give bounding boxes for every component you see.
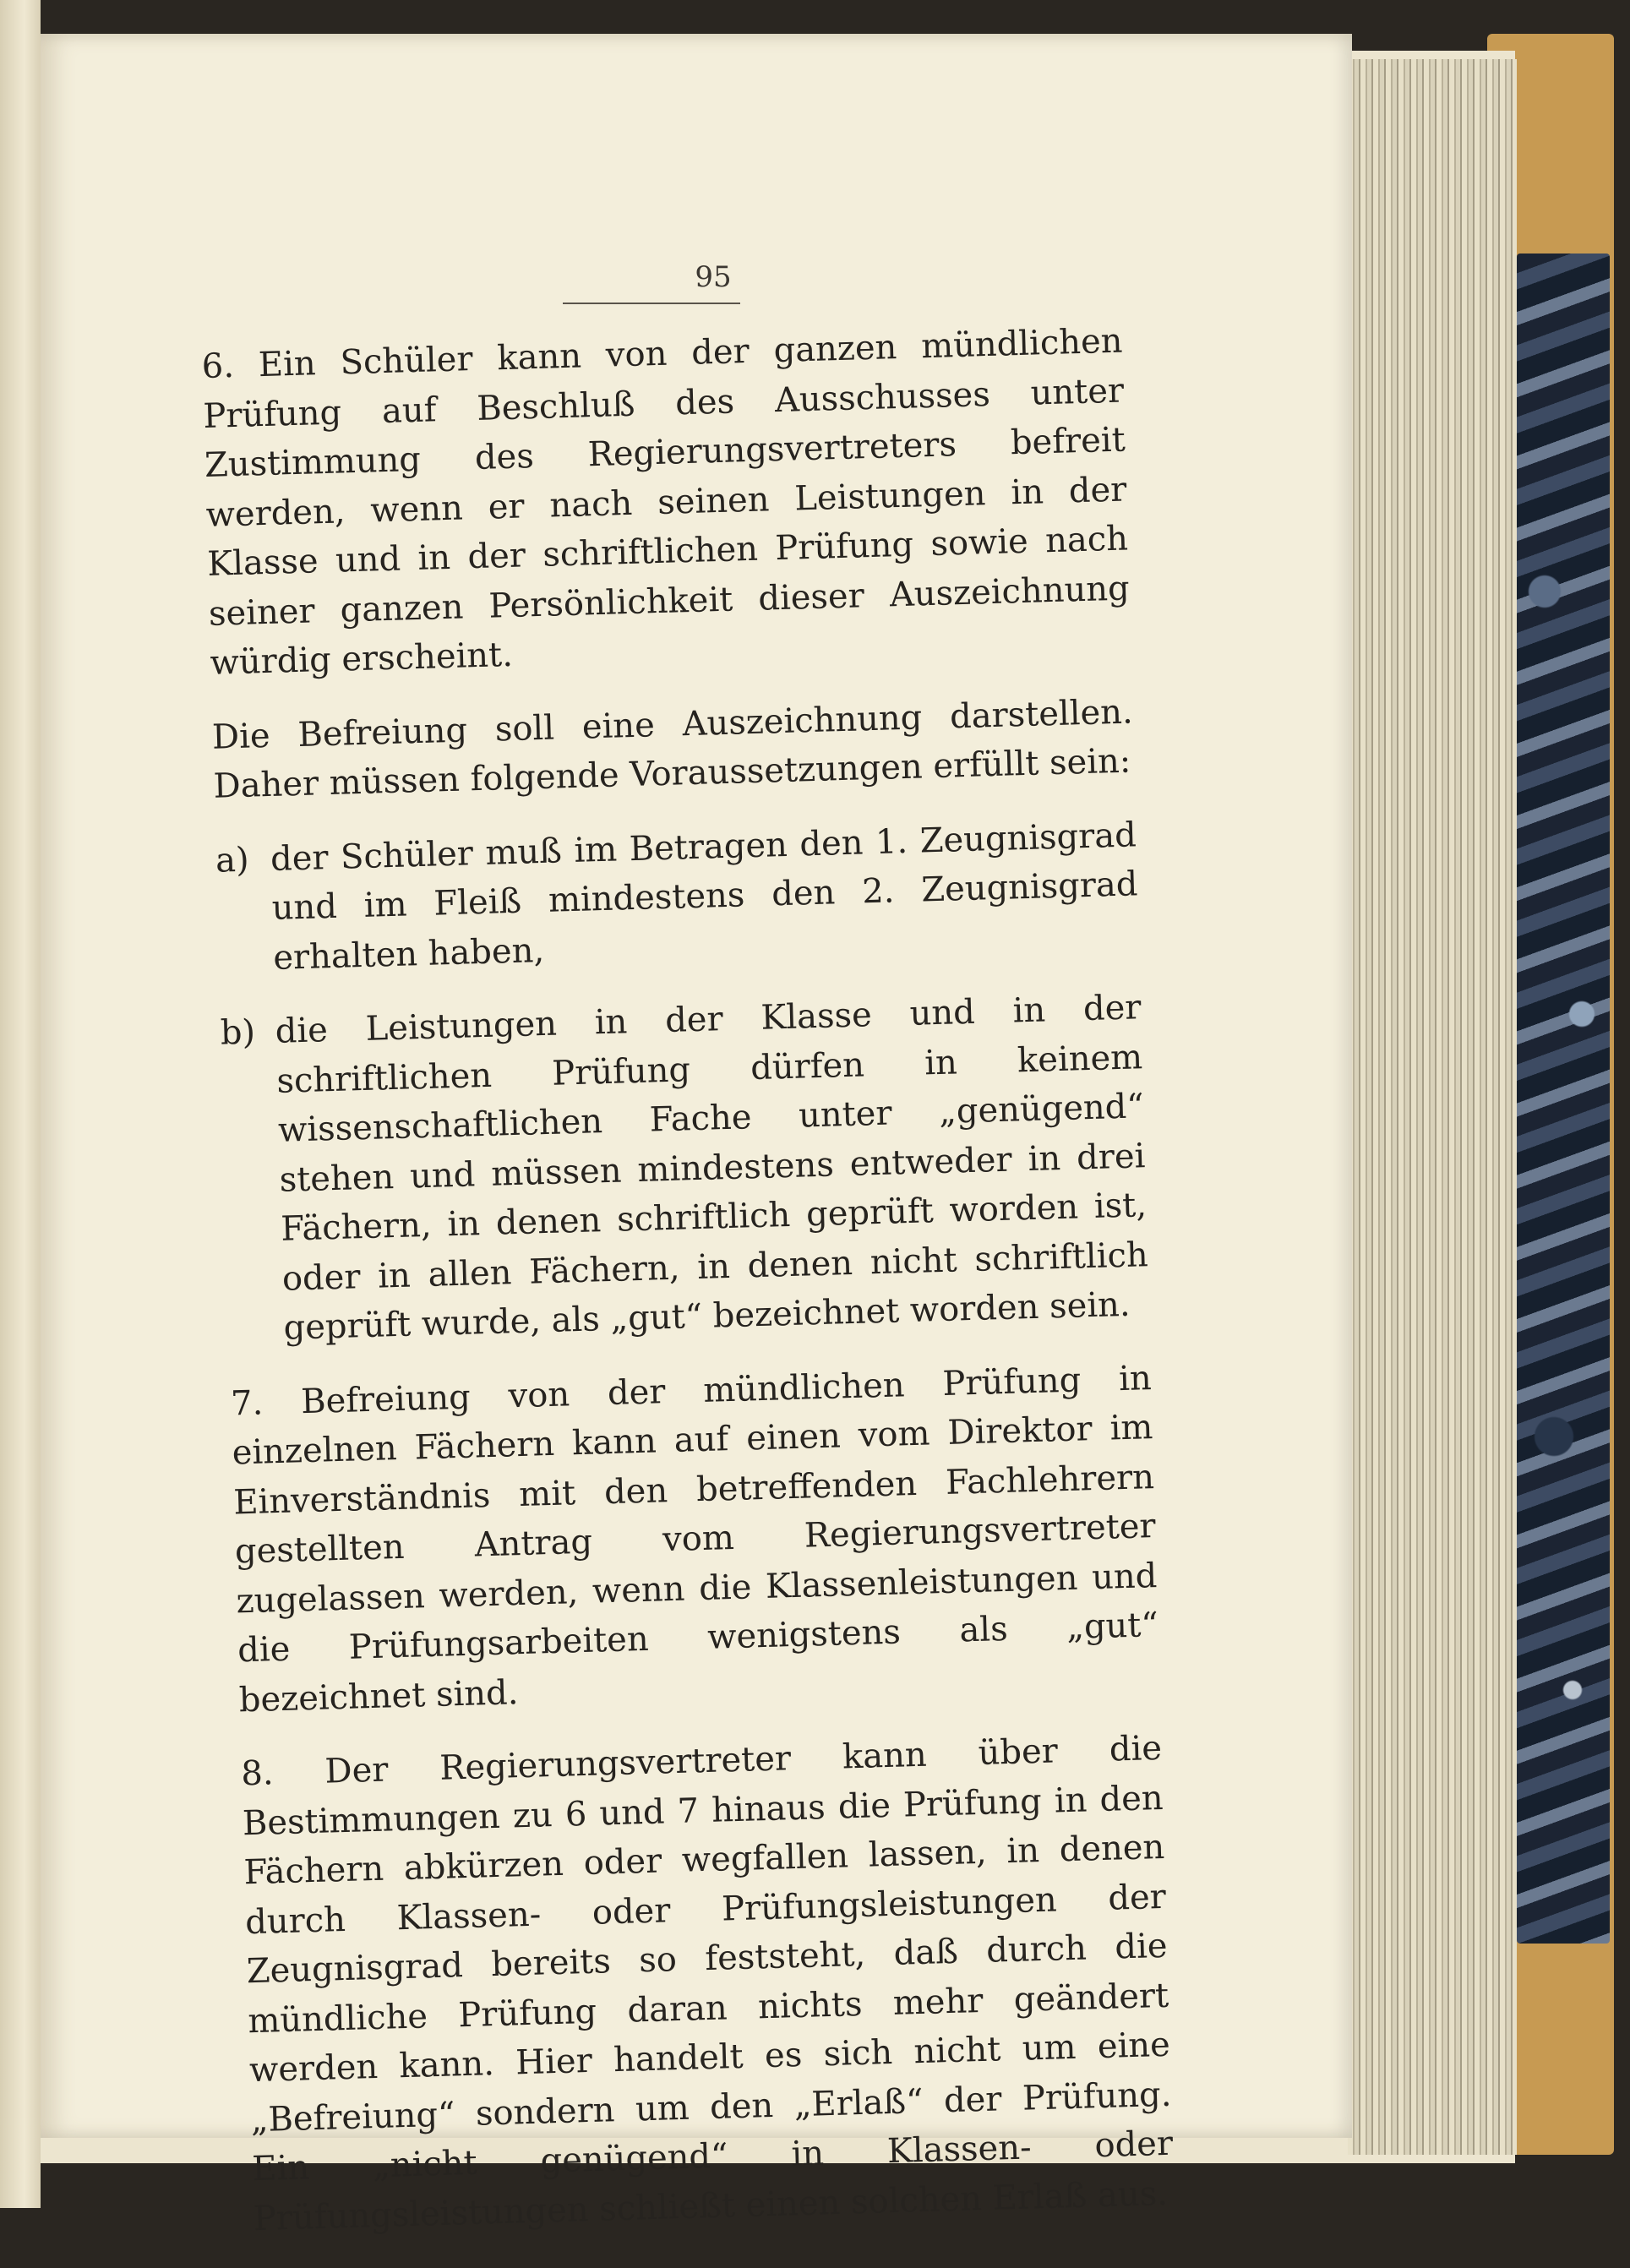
- page-stack-edges: [1348, 59, 1517, 2155]
- paragraph-6: 6. Ein Schüler kann von der ganzen mündlichen Prüfung auf Beschluß des Ausschusses unter Zustimmung des Regierungsvertreters befreit werden, wenn er nach seinen Leistungen in der Klasse und in der schriftlichen Prüfung sowie nach seiner ganzen Persönlichkeit dieser Auszeichnung würdig erscheint.: [201, 321, 1131, 683]
- list-item-text: der Schüler muß im Betragen den 1. Zeugnisgrad und im Fleiß mindestens den 2. Zeugnisgrad erhalten haben,: [270, 815, 1138, 978]
- text-column: [201, 317, 1175, 2268]
- left-page-edge: [0, 0, 41, 2208]
- list-item-text: die Leistungen in der Klasse und in der schriftlichen Prüfung dürfen in keinem wissenschaftlichen Fache unter „genügend“ stehen und müssen mindestens entweder in drei Fächern, in denen schriftlich geprüft worden ist, oder in allen Fächern, in denen nicht schriftlich geprüft wurde, als „gut“ bezeichnet worden sein.: [275, 988, 1149, 1348]
- book-page: [41, 34, 1352, 2238]
- page-number: 95: [695, 260, 732, 294]
- paragraph-befreiung: Die Befreiung soll eine Auszeichnung darstellen. Daher müssen folgende Voraussetzungen erfüllt sein:: [211, 691, 1134, 806]
- marbled-endpaper: [1517, 254, 1610, 1944]
- list-marker: b): [220, 1012, 256, 1053]
- paragraph-7: 7. Befreiung von der mündlichen Prüfung in einzelnen Fächern kann auf einen vom Direktor im Einverständnis mit den betreffenden Fachlehrern gestellten Antrag vom Regierungsvertreter zugelassen werden, wenn die Klassenleistungen und die Prüfungsarbeiten wenigstens als „gut“ bezeichnet sind.: [230, 1358, 1159, 1720]
- page-number-rule: [563, 303, 740, 304]
- list-item-b: [220, 983, 1150, 1355]
- paragraph-8: 8. Der Regierungsvertreter kann über die Bestimmungen zu 6 und 7 hinaus die Prüfung in den Fächern abkürzen oder wegfallen lassen, in denen durch Klassen- oder Prüfungsleistungen der Zeugnisgrad bereits so feststeht, daß durch die mündliche Prüfung daran nichts mehr geändert werden kann. Hier handelt es sich nicht um eine „Befreiung“ sondern um den „Erlaß“ der Prüfung. Ein „nicht genügend“ in Klassen- oder Prüfungsleistungen schließt einen solchen Erlaß aus.: [240, 1728, 1174, 2238]
- list-marker: a): [215, 840, 250, 880]
- list-item-a: [215, 810, 1139, 984]
